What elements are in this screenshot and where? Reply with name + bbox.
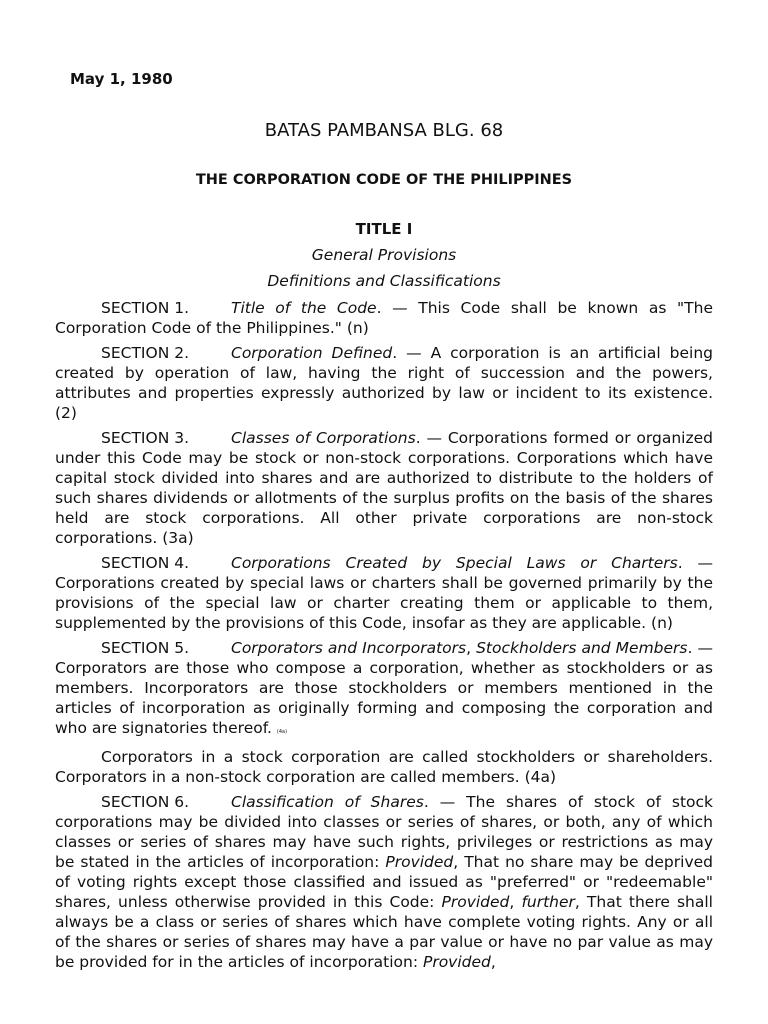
provided-term: Provided [441, 893, 510, 911]
section-label: SECTION 4. [101, 554, 190, 572]
section-text: . — Corporations created by special laws or charters shall be governed primarily by the provisions of the special law or charter creating them or applicable to them, supplemented by the provisions of this Code, insofar as they are applicable. (n) [55, 554, 713, 632]
code-title: THE CORPORATION CODE OF THE PHILIPPINES [195, 172, 573, 188]
section-text: , [509, 893, 515, 911]
section-text: , That no share may be deprived of voting rights except those classified and issued as "preferred" or "redeemable" shares, unless otherwise provided in this Code: [55, 853, 713, 911]
title-subsection-heading: Definitions and Classifications [267, 272, 501, 290]
section-heading: Title of the Code [231, 299, 377, 317]
section-label: SECTION 1. [101, 299, 190, 317]
section-heading-separator: , [466, 639, 472, 657]
section-label: SECTION 6. [101, 793, 190, 811]
section-text: . — This Code shall be known as "The Corporation Code of the Philippines." (n) [55, 299, 713, 337]
section-text: , That there shall always be a class or series of shares which have complete voting rights. Any or all of the shares or series of shares may have a par value or have no par value as may be provided for in the articles of incorporation: [55, 893, 713, 971]
section-text: . — Corporators are those who compose a corporation, whether as stockholders or as members. Incorporators are those stockholders or members mentioned in the articles of incorporation as originally forming and composing the corporation and who are signatories thereof. [55, 639, 713, 737]
section-label: SECTION 2. [101, 344, 190, 362]
provided-term: Provided [385, 853, 454, 871]
title-subtitle: General Provisions [311, 246, 457, 264]
section-text: . — Corporations formed or organized under this Code may be stock or non-stock corporations. Corporations which have capital stock divided into shares and are authorized to distribute to the holders of such shares dividends or allotments of the surplus profits on the basis of the shares held are stock corporations. All other private corporations are non-stock corporations. (3a) [55, 429, 713, 547]
section-5 [55, 638, 713, 742]
section-3 [55, 428, 713, 548]
section-6 [55, 792, 713, 972]
title-heading: TITLE I [355, 220, 413, 238]
paragraph-corporators: Corporators in a stock corporation are called stockholders or shareholders. Corporators in a non-stock corporation are called members. (4a) [55, 748, 713, 786]
act-number: BATAS PAMBANSA BLG. 68 [264, 120, 504, 141]
section-4 [55, 553, 713, 633]
section-label: SECTION 5. [101, 639, 190, 657]
section-heading: Corporation Defined [231, 344, 393, 362]
section-text: . — The shares of stock of stock corporations may be divided into classes or series of shares, or both, any of which classes or series of shares may have such rights, privileges or restrictions as may be stated in the articles of incorporation: [55, 793, 714, 871]
section-heading: Classes of Corporations [231, 429, 416, 447]
section-2 [55, 343, 713, 423]
further-term: further [521, 893, 575, 911]
section-text: , [490, 953, 496, 971]
section-heading: Corporations Created by Special Laws or Charters [231, 554, 678, 572]
document-date: May 1, 1980 [70, 70, 173, 88]
section-heading-secondary: Stockholders and Members [476, 639, 688, 657]
section-heading: Corporators and Incorporators [231, 639, 467, 657]
provided-term: Provided [422, 953, 491, 971]
section-label: SECTION 3. [101, 429, 190, 447]
section-heading: Classification of Shares [231, 793, 424, 811]
section-text: . — A corporation is an artificial being created by operation of law, having the right of succession and the powers, attributes and properties expressly authorized by law or incident to its existence. (2) [55, 344, 713, 422]
section-1 [55, 298, 713, 338]
source-note: (4a) [276, 729, 288, 735]
document-body [55, 298, 713, 977]
